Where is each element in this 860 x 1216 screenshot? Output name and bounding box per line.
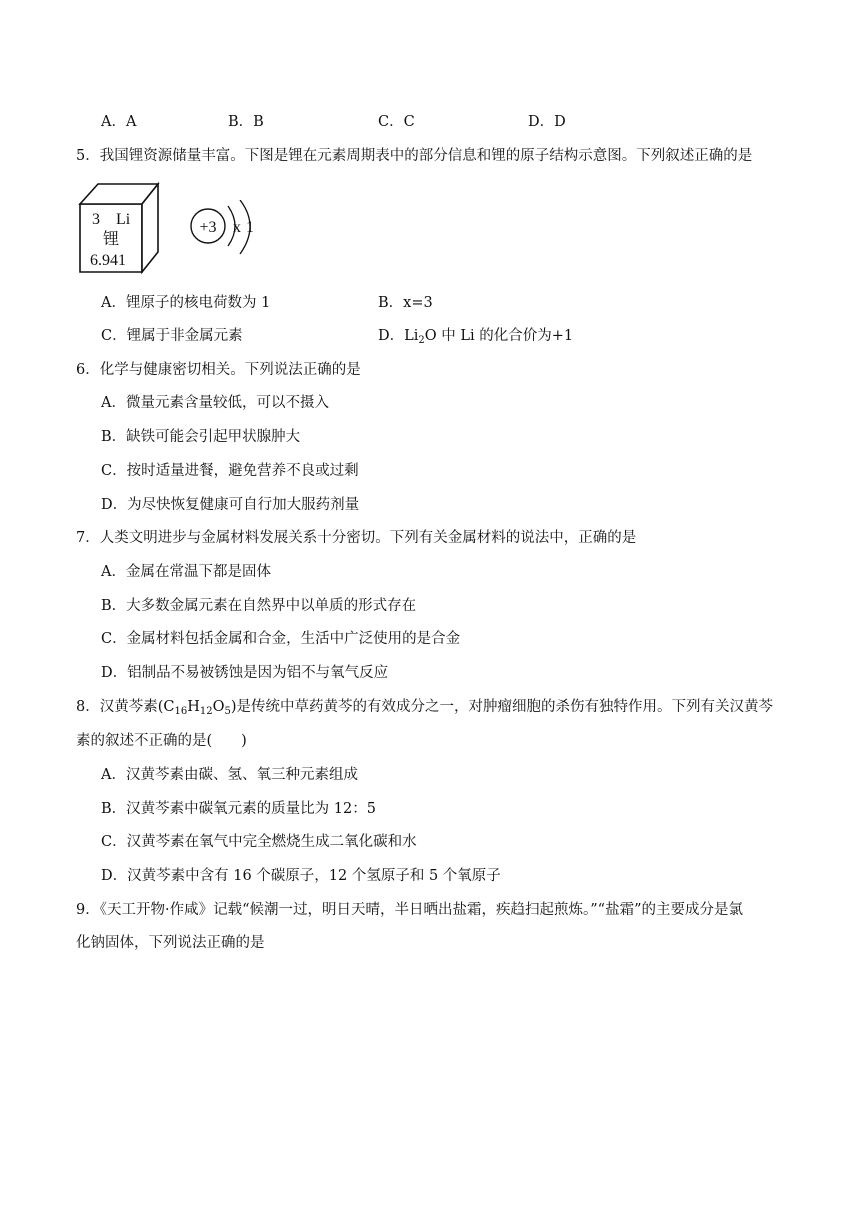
q5-stem: 5．我国锂资源储量丰富。下图是锂在元素周期表中的部分信息和锂的原子结构示意图。下列叙述正确的是 xyxy=(76,148,753,164)
q5-option-d: D．$Li_2O$ 中 Li 的化合价为+1 xyxy=(378,328,574,346)
q7-option-d: D．铝制品不易被锈蚀是因为铝不与氧气反应 xyxy=(101,665,389,681)
nucleus-charge: +3 xyxy=(199,219,217,236)
tile-mass: 6.941 xyxy=(90,252,126,269)
q7-option-a: A．金属在常温下都是固体 xyxy=(101,564,271,580)
q6-option-b: B．缺铁可能会引起甲状腺肿大 xyxy=(101,429,301,445)
q5-option-c: C．锂属于非金属元素 xyxy=(101,328,243,344)
q7-option-c: C．金属材料包括金属和合金，生活中广泛使用的是合金 xyxy=(101,631,461,647)
q9-stem-line2: 化钠固体，下列说法正确的是 xyxy=(76,935,265,951)
lithium-element-tile xyxy=(78,180,160,278)
q6-option-d: D．为尽快恢复健康可自行加大服药剂量 xyxy=(101,497,360,513)
q8-stem-line2: 素的叙述不正确的是( ) xyxy=(76,733,247,749)
q4-option-b: B．B xyxy=(228,114,264,130)
q6-option-c: C．按时适量进餐，避免营养不良或过剩 xyxy=(101,463,359,479)
q8-option-a: A．汉黄芩素由碳、氢、氧三种元素组成 xyxy=(101,767,358,783)
shell2-electrons: 1 xyxy=(246,219,254,236)
shell1-electrons: x xyxy=(233,219,241,236)
tile-name: 锂 xyxy=(103,231,120,248)
q6-option-a: A．微量元素含量较低，可以不摄入 xyxy=(101,395,329,411)
q4-option-d: D．D xyxy=(528,114,566,130)
q4-option-a: A．A xyxy=(101,114,137,130)
lithium-atom-structure xyxy=(186,200,266,264)
q5-option-b: B．x=3 xyxy=(378,295,433,311)
q6-stem: 6．化学与健康密切相关。下列说法正确的是 xyxy=(76,362,361,378)
q8-option-d: D．汉黄芩素中含有 16 个碳原子，12 个氢原子和 5 个氧原子 xyxy=(101,868,501,884)
q9-stem: 9．《天工开物·作咸》记载“候潮一过，明日天晴，半日晒出盐霜，疾趋扫起煎炼。”“盐霜”的主要成分是氯 xyxy=(76,902,743,918)
q7-stem: 7．人类文明进步与金属材料发展关系十分密切。下列有关金属材料的说法中，正确的是 xyxy=(76,530,637,546)
tile-atomic-number: 3 xyxy=(92,211,100,228)
q5-option-a: A．锂原子的核电荷数为 1 xyxy=(101,295,271,311)
tile-symbol: Li xyxy=(116,211,131,228)
q7-option-b: B．大多数金属元素在自然界中以单质的形式存在 xyxy=(101,598,417,614)
q8-stem: 8．汉黄芩素$(C_{16}H_{12}O_5)$是传统中草药黄芩的有效成分之一，对肿瘤细胞的杀伤有独特作用。下列有关汉黄芩 xyxy=(76,699,774,717)
q8-option-c: C．汉黄芩素在氧气中完全燃烧生成二氧化碳和水 xyxy=(101,834,417,850)
q4-option-c: C．C xyxy=(378,114,415,130)
q8-option-b: B．汉黄芩素中碳氧元素的质量比为 12：5 xyxy=(101,801,376,817)
